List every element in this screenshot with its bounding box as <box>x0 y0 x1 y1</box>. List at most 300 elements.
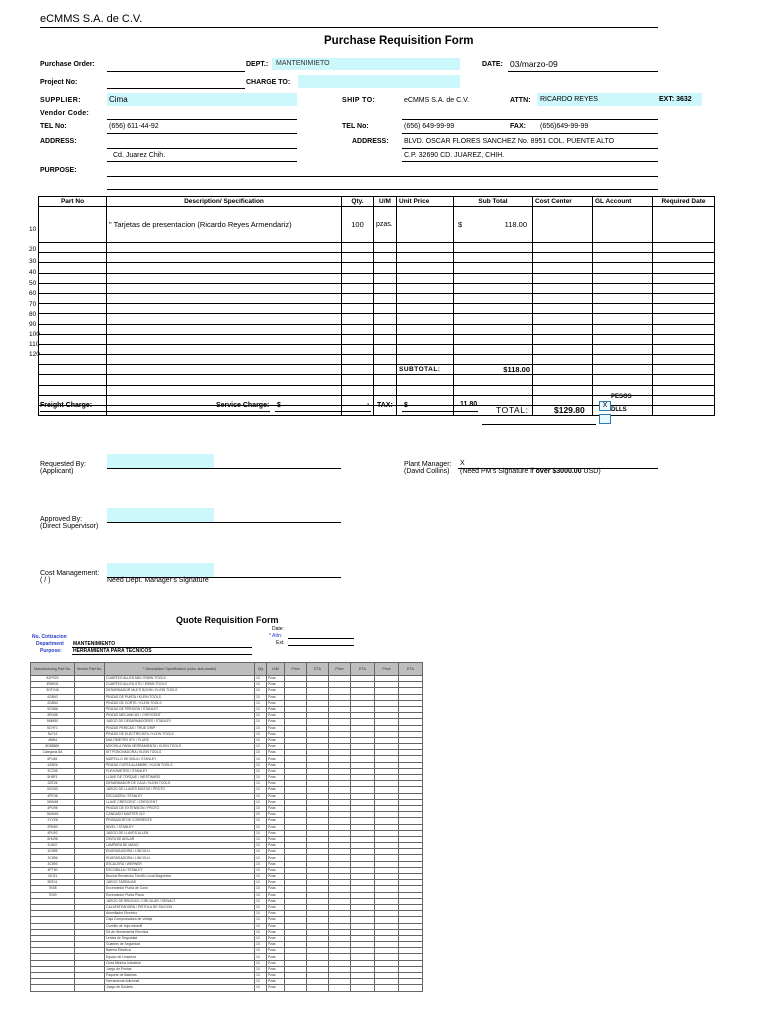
quote-cell[interactable]: ESCALERA / WERNER <box>105 861 255 867</box>
empty-item-cell[interactable] <box>39 304 107 314</box>
quote-cell[interactable]: Pzas <box>267 781 285 787</box>
quote-cell[interactable]: 10 <box>255 725 267 731</box>
quote-cell[interactable]: 10 <box>255 880 267 886</box>
empty-item-cell[interactable] <box>454 243 533 253</box>
project-field[interactable] <box>107 88 245 89</box>
empty-item-cell[interactable] <box>397 375 454 385</box>
quote-cell[interactable]: Pzas <box>267 867 285 873</box>
quote-cell[interactable]: Pzas <box>267 929 285 935</box>
quote-cell[interactable]: Pzas <box>267 960 285 966</box>
quote-cell[interactable]: 4PU96 <box>31 805 75 811</box>
quote-cell[interactable]: Guantes de Seguridad <box>105 942 255 948</box>
empty-item-cell[interactable] <box>342 375 374 385</box>
quote-cell[interactable]: Pzas <box>267 880 285 886</box>
quote-cell[interactable]: 10 <box>255 676 267 682</box>
empty-item-cell[interactable] <box>593 344 653 354</box>
quote-cell[interactable]: ENGRASADORA / LINCOLN <box>105 855 255 861</box>
empty-item-cell[interactable] <box>533 385 593 395</box>
empty-item-cell[interactable] <box>374 375 397 385</box>
empty-item-cell[interactable] <box>533 243 593 253</box>
quote-cell[interactable]: 10 <box>255 942 267 948</box>
empty-item-cell[interactable] <box>342 324 374 334</box>
quote-cell[interactable]: 5LF14 <box>31 731 75 737</box>
purchase-order-field[interactable] <box>107 71 245 72</box>
quote-cell[interactable]: 20 <box>255 812 267 818</box>
empty-item-cell[interactable] <box>653 314 715 324</box>
quote-cell[interactable]: 10 <box>255 750 267 756</box>
quote-cell[interactable]: Pzas <box>267 824 285 830</box>
quote-cell[interactable]: 5MM50 <box>31 719 75 725</box>
quote-cell[interactable]: 10 <box>255 935 267 941</box>
empty-item-cell[interactable] <box>533 395 593 405</box>
empty-item-cell[interactable] <box>374 253 397 263</box>
empty-item-cell[interactable] <box>533 365 593 375</box>
quote-cell[interactable]: PINZAS DE PUNTA / KLEIN TOOLS <box>105 694 255 700</box>
quote-cell[interactable]: Pzas <box>267 942 285 948</box>
empty-item-cell[interactable] <box>107 334 342 344</box>
quote-cell[interactable]: CALAFATEADORA / PISTOLA DE SILICON <box>105 904 255 910</box>
quote-cell[interactable]: JUEGO DE LLAVES MIXTAS / PROTO <box>105 787 255 793</box>
empty-item-cell[interactable] <box>107 273 342 283</box>
quote-cell[interactable]: 10 <box>255 824 267 830</box>
empty-item-cell[interactable] <box>107 243 342 253</box>
quote-cell[interactable]: 10 <box>255 682 267 688</box>
empty-item-cell[interactable] <box>342 263 374 273</box>
empty-item-cell[interactable] <box>653 334 715 344</box>
empty-item-row[interactable] <box>39 253 715 263</box>
empty-item-cell[interactable] <box>107 355 342 365</box>
quote-cell[interactable]: 10 <box>255 843 267 849</box>
empty-item-cell[interactable] <box>342 243 374 253</box>
empty-item-cell[interactable] <box>397 324 454 334</box>
quote-cell[interactable]: Equipo de Limpieza <box>105 954 255 960</box>
empty-item-cell[interactable] <box>107 304 342 314</box>
quote-cell[interactable]: Pzas <box>267 979 285 985</box>
supplier-field[interactable] <box>107 93 297 106</box>
cost-field[interactable] <box>107 563 214 577</box>
item-unit-price[interactable] <box>397 207 454 243</box>
empty-item-cell[interactable] <box>374 355 397 365</box>
empty-item-cell[interactable] <box>397 385 454 395</box>
quote-cell[interactable]: Caja Comprobadora de Voltaje <box>105 917 255 923</box>
empty-item-cell[interactable] <box>533 263 593 273</box>
empty-item-cell[interactable] <box>107 324 342 334</box>
empty-item-cell[interactable] <box>374 293 397 303</box>
empty-item-cell[interactable] <box>397 253 454 263</box>
empty-item-cell[interactable] <box>454 273 533 283</box>
approved-field[interactable] <box>107 508 214 522</box>
quote-cell[interactable]: Brocha Recolector Tornillo Local Magnetico <box>105 874 255 880</box>
quote-cell[interactable]: PINZAS DE CORTE / KLEIN TOOLS <box>105 700 255 706</box>
quote-cell[interactable]: 10 <box>255 874 267 880</box>
empty-item-cell[interactable] <box>107 365 342 375</box>
tel2-field[interactable] <box>402 133 658 134</box>
freight-field[interactable] <box>40 411 270 412</box>
quote-cell[interactable]: PINZAS CORTA ALAMBRE / KLEIN TOOLS <box>105 762 255 768</box>
quote-cell[interactable]: 4PE36 <box>31 793 75 799</box>
quote-cell[interactable]: Pzas <box>267 886 285 892</box>
empty-item-cell[interactable] <box>593 334 653 344</box>
quote-cell[interactable]: 3C896 <box>31 855 75 861</box>
quote-cell[interactable]: PINZAS DE EXTENSION / PROTO <box>105 805 255 811</box>
empty-item-cell[interactable] <box>107 283 342 293</box>
empty-item-cell[interactable] <box>39 283 107 293</box>
empty-item-cell[interactable] <box>593 263 653 273</box>
empty-item-cell[interactable] <box>653 324 715 334</box>
quote-cell[interactable]: Pzas <box>267 744 285 750</box>
quote-cell[interactable]: 5EE11 <box>31 880 75 886</box>
quote-cell[interactable]: Atornillador Electrico <box>105 911 255 917</box>
empty-item-row[interactable] <box>39 293 715 303</box>
dlls-checkbox[interactable] <box>599 414 611 424</box>
empty-item-cell[interactable] <box>653 293 715 303</box>
quote-cell[interactable]: Pzas <box>267 954 285 960</box>
quote-cell[interactable]: JUEGO DE LLAVES ALLEN <box>105 830 255 836</box>
empty-item-cell[interactable] <box>397 243 454 253</box>
quote-cell[interactable]: 6D8586K <box>31 744 75 750</box>
requested-field[interactable] <box>107 454 214 468</box>
quote-cell[interactable]: MOCHILA PARA HERRAMIENTA / KLEIN TOOLS <box>105 744 255 750</box>
empty-item-cell[interactable] <box>454 314 533 324</box>
quote-cell[interactable] <box>351 985 375 991</box>
empty-item-cell[interactable] <box>653 283 715 293</box>
empty-item-cell[interactable] <box>374 344 397 354</box>
empty-item-cell[interactable] <box>342 283 374 293</box>
empty-item-cell[interactable] <box>397 273 454 283</box>
quote-cell[interactable]: PROBADOR DE CORRIENTE <box>105 818 255 824</box>
empty-item-cell[interactable] <box>533 355 593 365</box>
empty-item-cell[interactable] <box>39 355 107 365</box>
quote-cell[interactable] <box>31 985 75 991</box>
empty-item-row[interactable] <box>39 304 715 314</box>
quote-cell[interactable]: Pzas <box>267 948 285 954</box>
quote-row[interactable] <box>31 985 423 991</box>
empty-item-cell[interactable] <box>342 365 374 375</box>
quote-cell[interactable]: 81PS03 <box>31 676 75 682</box>
quote-cell[interactable]: 10 <box>255 898 267 904</box>
empty-item-cell[interactable] <box>374 385 397 395</box>
quote-cell[interactable]: 10 <box>255 787 267 793</box>
empty-item-cell[interactable] <box>39 334 107 344</box>
quote-cell[interactable]: MULTIMETRO 87V / FLUKE <box>105 737 255 743</box>
quote-cell[interactable]: Pzas <box>267 756 285 762</box>
service-field[interactable] <box>275 411 371 412</box>
quote-cell[interactable]: Pzas <box>267 818 285 824</box>
empty-item-row[interactable] <box>39 324 715 334</box>
vendor-field[interactable] <box>107 119 297 120</box>
quote-cell[interactable]: 10 <box>255 793 267 799</box>
empty-item-cell[interactable] <box>653 273 715 283</box>
quote-cell[interactable]: 10 <box>255 904 267 910</box>
empty-item-cell[interactable] <box>107 375 342 385</box>
quote-cell[interactable]: Pzas <box>267 923 285 929</box>
empty-item-cell[interactable] <box>533 314 593 324</box>
empty-item-row[interactable] <box>39 355 715 365</box>
empty-item-cell[interactable] <box>342 293 374 303</box>
quote-cell[interactable]: Categoria 8A <box>31 750 75 756</box>
quote-cell[interactable]: Kit de Herramienta Electrica <box>105 929 255 935</box>
quote-cell[interactable]: Pzas <box>267 904 285 910</box>
quote-cell[interactable] <box>307 985 329 991</box>
empty-item-row[interactable] <box>39 263 715 273</box>
empty-item-cell[interactable] <box>39 324 107 334</box>
empty-item-cell[interactable] <box>593 365 653 375</box>
quote-cell[interactable]: 10 <box>255 855 267 861</box>
quote-cell[interactable]: Cuchillo de hoja retractil <box>105 923 255 929</box>
empty-item-cell[interactable] <box>653 253 715 263</box>
quote-cell[interactable]: Pzas <box>267 812 285 818</box>
subtotal-value[interactable]: $118.00 <box>454 365 533 375</box>
quote-cell[interactable]: 5XG53 <box>31 787 75 793</box>
quote-cell[interactable]: Pzas <box>267 805 285 811</box>
empty-item-cell[interactable] <box>653 375 715 385</box>
quote-cell[interactable]: Pzas <box>267 985 285 991</box>
empty-item-cell[interactable] <box>107 385 342 395</box>
empty-item-cell[interactable] <box>39 375 107 385</box>
quote-cell[interactable]: 10 <box>255 700 267 706</box>
quote-cell[interactable]: Pzas <box>267 892 285 898</box>
quote-cell[interactable]: LLAVE DE TORQUE / WESTWARD <box>105 775 255 781</box>
quote-cell[interactable]: 10 <box>255 731 267 737</box>
quote-cell[interactable]: 10 <box>255 867 267 873</box>
quote-cell[interactable]: Pzas <box>267 911 285 917</box>
quote-cell[interactable]: Pzas <box>267 861 285 867</box>
quote-cell[interactable]: CUARTEO ALLEN MM / IRWIN TOOLS <box>105 676 255 682</box>
quote-cell[interactable]: PINZAS MECANICAS / CRESCENT <box>105 713 255 719</box>
subtotal-label[interactable]: SUBTOTAL: <box>397 365 454 375</box>
quote-cell[interactable]: IRWIN1 <box>31 682 75 688</box>
empty-item-cell[interactable] <box>593 253 653 263</box>
empty-item-cell[interactable] <box>39 344 107 354</box>
quote-cell[interactable]: 10 <box>255 694 267 700</box>
empty-item-row[interactable] <box>39 273 715 283</box>
empty-item-cell[interactable] <box>39 365 107 375</box>
quote-cell[interactable]: 3ZE26 <box>31 781 75 787</box>
empty-item-cell[interactable] <box>653 344 715 354</box>
empty-item-cell[interactable] <box>454 253 533 263</box>
quote-cell[interactable]: 5H8F1 <box>31 775 75 781</box>
quote-cell[interactable]: Pzas <box>267 898 285 904</box>
empty-item-cell[interactable] <box>107 344 342 354</box>
quote-cell[interactable]: 10 <box>255 719 267 725</box>
quote-cell[interactable]: JUEGO DE BROCAS / CIRCULAR / DEWALT <box>105 898 255 904</box>
quote-cell[interactable]: 3RU56 <box>31 713 75 719</box>
quote-cell[interactable] <box>375 985 399 991</box>
quote-cell[interactable]: 3C893 <box>31 861 75 867</box>
empty-item-cell[interactable] <box>107 314 342 324</box>
quote-cell[interactable]: Pzas <box>267 793 285 799</box>
empty-item-cell[interactable] <box>454 283 533 293</box>
empty-item-cell[interactable] <box>107 263 342 273</box>
quote-cell[interactable]: 4G8N4 <box>31 700 75 706</box>
quote-cell[interactable]: 10 <box>255 948 267 954</box>
quote-cell[interactable]: Pzas <box>267 713 285 719</box>
empty-item-row[interactable] <box>39 375 715 385</box>
quote-cell[interactable]: 10 <box>255 688 267 694</box>
empty-item-cell[interactable] <box>593 243 653 253</box>
empty-item-cell[interactable] <box>593 273 653 283</box>
quote-cell[interactable]: 6PU81 <box>31 756 75 762</box>
quote-cell[interactable]: Herramienta Adicional <box>105 979 255 985</box>
quote-cell[interactable]: 10 <box>255 954 267 960</box>
quote-cell[interactable]: Pzas <box>267 935 285 941</box>
empty-item-cell[interactable] <box>533 253 593 263</box>
quote-cell[interactable]: 10 <box>255 892 267 898</box>
empty-item-cell[interactable] <box>653 355 715 365</box>
quote-cell[interactable]: Pzas <box>267 843 285 849</box>
empty-item-cell[interactable] <box>533 304 593 314</box>
empty-item-cell[interactable] <box>342 334 374 344</box>
empty-item-cell[interactable] <box>533 324 593 334</box>
empty-item-cell[interactable] <box>653 395 715 405</box>
empty-item-cell[interactable] <box>533 375 593 385</box>
quote-cell[interactable]: Encendedor Punta de Cono <box>105 886 255 892</box>
quote-cell[interactable]: 10 <box>255 929 267 935</box>
quote-cell[interactable]: 10 <box>255 917 267 923</box>
empty-item-cell[interactable] <box>39 253 107 263</box>
quote-cell[interactable]: ENGRASADORA / LINCOLN <box>105 849 255 855</box>
quote-cell[interactable]: ESCUADRA / STANLEY <box>105 793 255 799</box>
quote-cell[interactable]: 10 <box>255 911 267 917</box>
empty-item-cell[interactable] <box>374 365 397 375</box>
quote-cell[interactable]: Pzas <box>267 973 285 979</box>
quote-cell[interactable]: Pzas <box>267 768 285 774</box>
quote-cell[interactable]: 10 <box>255 849 267 855</box>
quote-cell[interactable]: Pzas <box>267 750 285 756</box>
quote-cell[interactable]: Pzas <box>267 874 285 880</box>
quote-cell[interactable]: 4MN4 <box>31 737 75 743</box>
empty-item-cell[interactable] <box>374 283 397 293</box>
empty-item-cell[interactable] <box>593 375 653 385</box>
empty-item-cell[interactable] <box>107 293 342 303</box>
empty-item-cell[interactable] <box>454 293 533 303</box>
empty-item-cell[interactable] <box>39 385 107 395</box>
quote-cell[interactable] <box>285 985 307 991</box>
quote-cell[interactable]: PINZAS DE ELECTRICISTA / KLEIN TOOLS <box>105 731 255 737</box>
quote-cell[interactable]: 4G8N2 <box>31 694 75 700</box>
quote-cell[interactable]: 4PT50 <box>31 867 75 873</box>
item-qty[interactable]: 100 <box>342 207 374 243</box>
quote-cell[interactable]: Pzas <box>267 966 285 972</box>
quote-cell[interactable]: Cinta Métrica Industrial <box>105 960 255 966</box>
quote-cell[interactable]: 10 <box>255 836 267 842</box>
empty-item-cell[interactable] <box>397 283 454 293</box>
quote-cell[interactable]: CUARTEO ALLEN STD / IRWIN TOOLS <box>105 682 255 688</box>
quote-cell[interactable]: Pzas <box>267 917 285 923</box>
quote-cell[interactable]: 10 <box>255 713 267 719</box>
pesos-checkbox[interactable]: X <box>599 401 611 411</box>
quote-cell[interactable]: Pzas <box>267 830 285 836</box>
empty-item-cell[interactable] <box>593 324 653 334</box>
quote-cell[interactable]: CINTA DE AISLAR <box>105 836 255 842</box>
empty-item-cell[interactable] <box>397 314 454 324</box>
empty-item-cell[interactable] <box>374 334 397 344</box>
quote-cell[interactable]: 10 <box>255 985 267 991</box>
empty-item-cell[interactable] <box>374 273 397 283</box>
empty-item-row[interactable] <box>39 365 715 375</box>
address2-field[interactable] <box>402 148 658 149</box>
quote-cell[interactable]: 10 <box>255 799 267 805</box>
empty-item-cell[interactable] <box>342 253 374 263</box>
empty-item-cell[interactable] <box>397 293 454 303</box>
quote-cell[interactable]: Pzas <box>267 731 285 737</box>
item-row-1[interactable] <box>39 207 715 243</box>
empty-item-cell[interactable] <box>397 334 454 344</box>
quote-cell[interactable]: 4XJ11 <box>31 874 75 880</box>
quote-cell[interactable]: 10 <box>255 973 267 979</box>
quote-cell[interactable]: 10 <box>255 762 267 768</box>
quote-cell[interactable]: 2RK83 <box>31 824 75 830</box>
item-cost-center[interactable] <box>533 207 593 243</box>
empty-item-cell[interactable] <box>533 283 593 293</box>
empty-item-cell[interactable] <box>593 304 653 314</box>
quote-cell[interactable]: Pzas <box>267 682 285 688</box>
quote-cell[interactable]: 10 <box>255 861 267 867</box>
quote-cell[interactable]: 10 <box>255 966 267 972</box>
quote-cell[interactable]: Juego de Sockets <box>105 985 255 991</box>
quote-cell[interactable]: KIT PONCHADORA / KLEIN TOOLS <box>105 750 255 756</box>
item-required-date[interactable] <box>653 207 715 243</box>
quote-cell[interactable]: Pzas <box>267 725 285 731</box>
item-description[interactable]: " Tarjetas de presentacion (Ricardo Reyes Armendariz) <box>107 207 342 243</box>
empty-item-cell[interactable] <box>533 273 593 283</box>
quote-cell[interactable]: Pzas <box>267 719 285 725</box>
quote-cell[interactable]: Paquete de Baterias <box>105 973 255 979</box>
quote-cell[interactable]: Pzas <box>267 737 285 743</box>
quote-cell[interactable]: 10 <box>255 886 267 892</box>
quote-cell[interactable]: 1YYE6 <box>31 818 75 824</box>
quote-cell[interactable]: DESARMADOR MULTI BOOM / KLEIN TOOLS <box>105 688 255 694</box>
quote-cell[interactable]: MARTILLO DE BOLA / STANLEY <box>105 756 255 762</box>
empty-item-row[interactable] <box>39 334 715 344</box>
quote-cell[interactable]: 3HW48 <box>31 799 75 805</box>
empty-item-cell[interactable] <box>39 263 107 273</box>
empty-item-cell[interactable] <box>653 365 715 375</box>
empty-item-cell[interactable] <box>533 334 593 344</box>
tax-field[interactable] <box>402 411 478 412</box>
quote-cell[interactable] <box>75 985 105 991</box>
quote-cell[interactable]: Batería Eléctrica <box>105 948 255 954</box>
quote-cell[interactable]: 10 <box>255 768 267 774</box>
quote-cell[interactable]: 10 <box>255 818 267 824</box>
quote-cell[interactable]: Pzas <box>267 688 285 694</box>
quote-cell[interactable]: 10 <box>255 744 267 750</box>
charge-field[interactable] <box>298 75 460 88</box>
empty-item-cell[interactable] <box>342 314 374 324</box>
empty-item-cell[interactable] <box>533 344 593 354</box>
empty-item-cell[interactable] <box>342 344 374 354</box>
empty-item-cell[interactable] <box>107 253 342 263</box>
empty-item-cell[interactable] <box>593 314 653 324</box>
quote-cell[interactable]: LLAVE CRESCENT / CRESCENT <box>105 799 255 805</box>
quote-cell[interactable]: Pzas <box>267 694 285 700</box>
empty-item-cell[interactable] <box>454 263 533 273</box>
quote-cell[interactable]: 4Z6R6 <box>31 762 75 768</box>
quote-cell[interactable]: PINZAS DE PRESION / STANLEY <box>105 706 255 712</box>
empty-item-cell[interactable] <box>533 293 593 303</box>
quote-cell[interactable]: CANDADO MASTER 410 <box>105 812 255 818</box>
empty-item-cell[interactable] <box>593 355 653 365</box>
purpose-field[interactable] <box>107 176 658 177</box>
empty-item-cell[interactable] <box>39 293 107 303</box>
empty-item-cell[interactable] <box>374 324 397 334</box>
quote-cell[interactable]: 3C246 <box>31 768 75 774</box>
quote-cell[interactable]: 10 <box>255 979 267 985</box>
empty-item-row[interactable] <box>39 344 715 354</box>
quote-cell[interactable]: 7K68 <box>31 886 75 892</box>
quote-cell[interactable]: Pzas <box>267 849 285 855</box>
quote-cell[interactable]: 10 <box>255 756 267 762</box>
